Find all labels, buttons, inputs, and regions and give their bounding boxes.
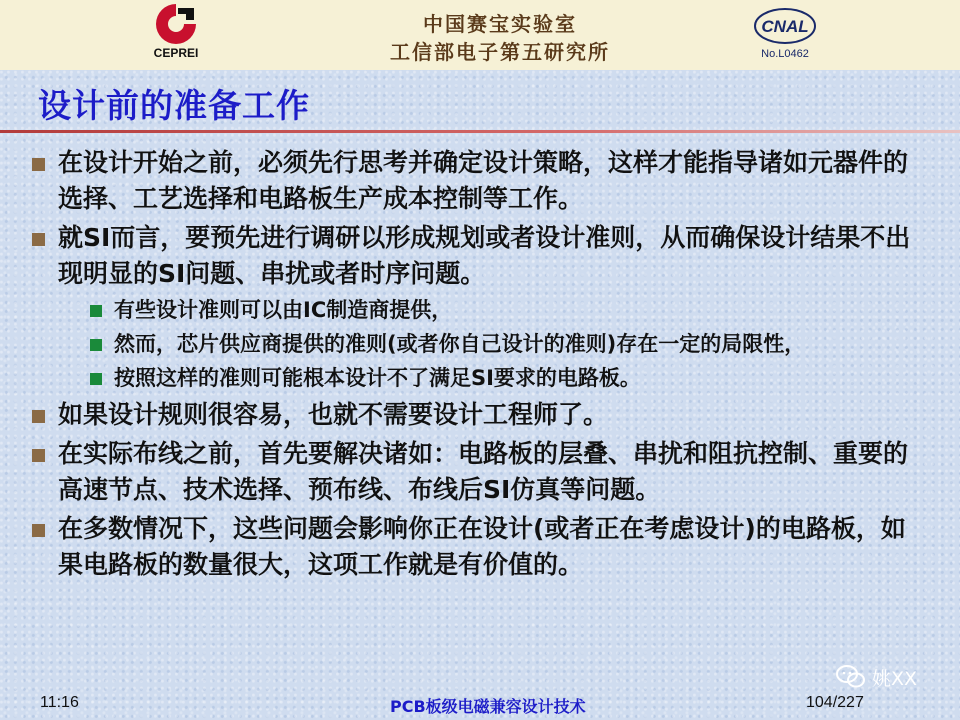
- cnal-accreditation-number: No.L0462: [761, 48, 809, 60]
- bullet-text: 就SI而言，要预先进行调研以形成规划或者设计准则，从而确保设计结果不出现明显的SI问题、串扰或者时序问题。: [58, 223, 911, 288]
- square-bullet-icon: [32, 524, 45, 537]
- square-bullet-icon: [32, 158, 45, 171]
- slide-title: 设计前的准备工作: [38, 86, 310, 125]
- org-name-line2: 工信部电子第五研究所: [390, 40, 610, 64]
- green-square-bullet-icon: [90, 305, 102, 317]
- square-bullet-icon: [32, 449, 45, 462]
- bullet-item: [0, 145, 960, 217]
- bullet-item: [0, 220, 960, 292]
- square-bullet-icon: [32, 410, 45, 423]
- green-square-bullet-icon: [90, 339, 102, 351]
- bullet-item: [0, 436, 960, 508]
- sub-bullet-item: [0, 363, 960, 393]
- square-bullet-icon: [32, 233, 45, 246]
- bullet-text: 在多数情况下，这些问题会影响你正在设计(或者正在考虑设计)的电路板，如果电路板的数量很大，这项工作就是有价值的。: [58, 514, 906, 579]
- cnal-logo: [748, 6, 822, 64]
- sub-bullet-text: 然而，芯片供应商提供的准则(或者你自己设计的准则)存在一定的局限性，: [114, 332, 806, 356]
- watermark: [836, 662, 917, 692]
- bullet-text: 如果设计规则很容易，也就不需要设计工程师了。: [58, 400, 609, 429]
- cnal-logo-text: CNAL: [761, 17, 809, 36]
- ceprei-emblem-icon: [150, 2, 202, 46]
- title-divider: [0, 130, 960, 133]
- slide-body: [0, 145, 960, 586]
- slide-header: [0, 0, 960, 70]
- ceprei-logo-text: CEPREI: [153, 46, 199, 60]
- bullet-item: [0, 397, 960, 433]
- bullet-item: [0, 511, 960, 583]
- bullet-text: 在实际布线之前，首先要解决诸如：电路板的层叠、串扰和阻抗控制、重要的高速节点、技术选择、预布线、布线后SI仿真等问题。: [58, 439, 909, 504]
- sub-bullet-item: [0, 295, 960, 325]
- org-name-line1: 中国赛宝实验室: [423, 12, 577, 36]
- footer-course-title: PCB板级电磁兼容设计技术: [390, 697, 586, 716]
- footer-page-number: 104/227: [806, 694, 864, 711]
- wechat-icon: [836, 664, 866, 690]
- sub-bullet-text: 按照这样的准则可能根本设计不了满足SI要求的电路板。: [114, 366, 641, 390]
- green-square-bullet-icon: [90, 373, 102, 385]
- bullet-text: 在设计开始之前，必须先行思考并确定设计策略，这样才能指导诸如元器件的选择、工艺选择和电路板生产成本控制等工作。: [58, 148, 909, 213]
- cnal-emblem-icon: [752, 6, 818, 46]
- ceprei-logo: [140, 2, 212, 66]
- sub-bullet-text: 有些设计准则可以由IC制造商提供，: [114, 298, 453, 322]
- sub-bullet-item: [0, 329, 960, 359]
- watermark-text: 姚XX: [872, 667, 918, 690]
- footer-time: 11:16: [40, 694, 79, 711]
